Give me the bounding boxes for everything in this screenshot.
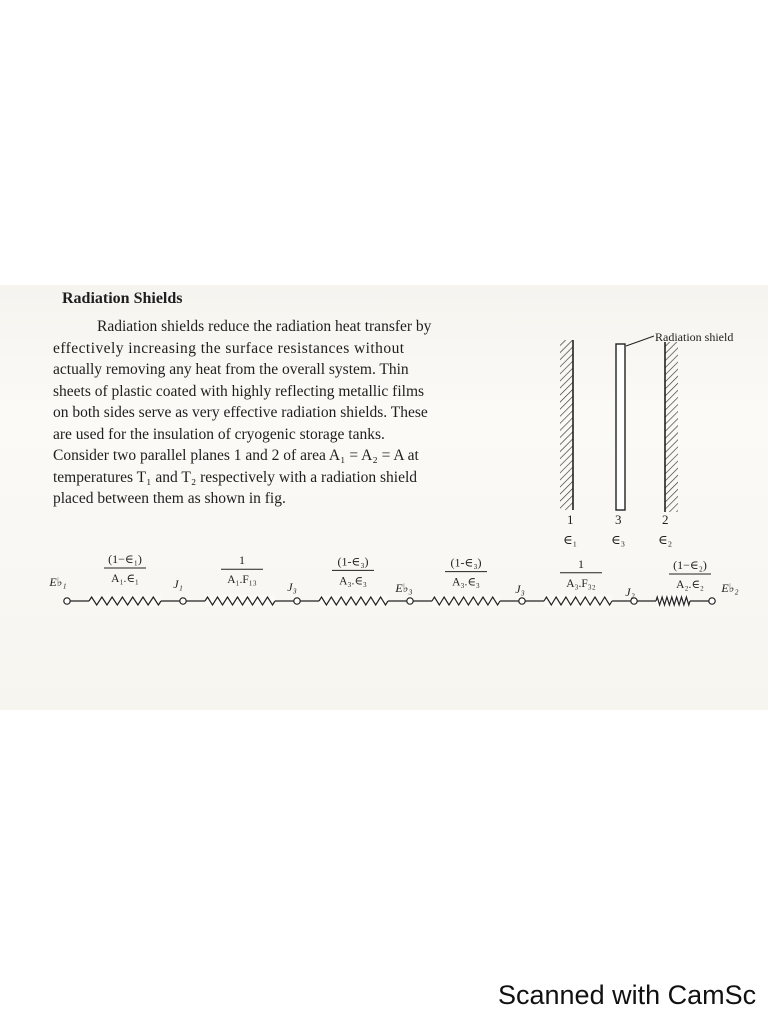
node-label: E♭₃ xyxy=(395,581,413,595)
resistance-numerator: 1 xyxy=(578,556,584,571)
plate-3-emissivity: ∈₃ xyxy=(611,532,626,547)
resistance-network xyxy=(48,552,738,607)
radiation-shield-plate xyxy=(616,344,625,510)
resistance-numerator: (1−∈₂) xyxy=(673,558,707,572)
section-heading: Radiation Shields xyxy=(62,290,183,307)
node-label: J₃ xyxy=(287,580,297,594)
plate-2-number: 2 xyxy=(662,512,669,527)
resistance-denominator: A₃.∈₃ xyxy=(339,575,367,588)
paragraph-line: effectively increasing the surface resistances without xyxy=(53,339,405,357)
plate-2-emissivity: ∈₂ xyxy=(658,532,673,547)
network-node xyxy=(294,598,300,604)
plate-1-number: 1 xyxy=(567,512,574,527)
paragraph-line: sheets of plastic coated with highly reflecting metallic films xyxy=(53,382,425,400)
paragraph-line: Consider two parallel planes 1 and 2 of area A₁ = A₂ = A at xyxy=(53,447,419,464)
resistance-denominator: A₂.∈₂ xyxy=(676,579,704,591)
plate-3-number: 3 xyxy=(615,512,622,527)
network-node xyxy=(709,598,715,604)
node-label: J₁ xyxy=(173,577,183,591)
paragraph-line: temperatures T₁ and T₂ respectively with a radiation shield xyxy=(53,468,418,486)
resistance-denominator: A₃.∈₃ xyxy=(452,576,480,589)
plane-1 xyxy=(560,340,573,510)
scanner-watermark: Scanned with CamSc xyxy=(498,980,757,1010)
resistance-numerator: (1-∈₃) xyxy=(337,554,369,569)
plane-1-hatching xyxy=(560,340,573,510)
paragraph-line: actually removing any heat from the overall system. Thin xyxy=(53,361,409,378)
paragraph-line: are used for the insulation of cryogenic storage tanks. xyxy=(53,425,385,443)
paragraph-line: on both sides serve as very effective radiation shields. These xyxy=(53,404,428,421)
network-node xyxy=(519,598,525,604)
plate-1-emissivity: ∈₁ xyxy=(563,532,578,547)
resistance-denominator: A₁.∈₁ xyxy=(111,573,139,585)
network-node xyxy=(180,598,186,604)
resistance-numerator: (1-∈₃) xyxy=(450,555,482,570)
radiation-shield-label: Radiation shield xyxy=(655,330,734,344)
node-label: J₂ xyxy=(625,585,635,599)
node-label: E♭₂ xyxy=(721,581,739,595)
shield-leader-line xyxy=(626,336,654,346)
network-node xyxy=(407,598,413,604)
resistance-numerator: (1−∈₁) xyxy=(108,552,142,566)
node-label: E♭₁ xyxy=(49,575,67,589)
resistance-numerator: 1 xyxy=(239,553,245,568)
resistance-denominator: A₃.F₃₂ xyxy=(566,577,596,590)
paragraph-line: Radiation shields reduce the radiation heat transfer by xyxy=(97,318,432,335)
paragraph-line: placed between them as shown in fig. xyxy=(53,490,286,507)
plane-2-hatching xyxy=(665,342,678,512)
network-node xyxy=(64,598,70,604)
node-label: J₃ xyxy=(515,582,525,596)
resistance-denominator: A₁.F₁₃ xyxy=(227,574,257,587)
plane-2 xyxy=(665,342,678,512)
